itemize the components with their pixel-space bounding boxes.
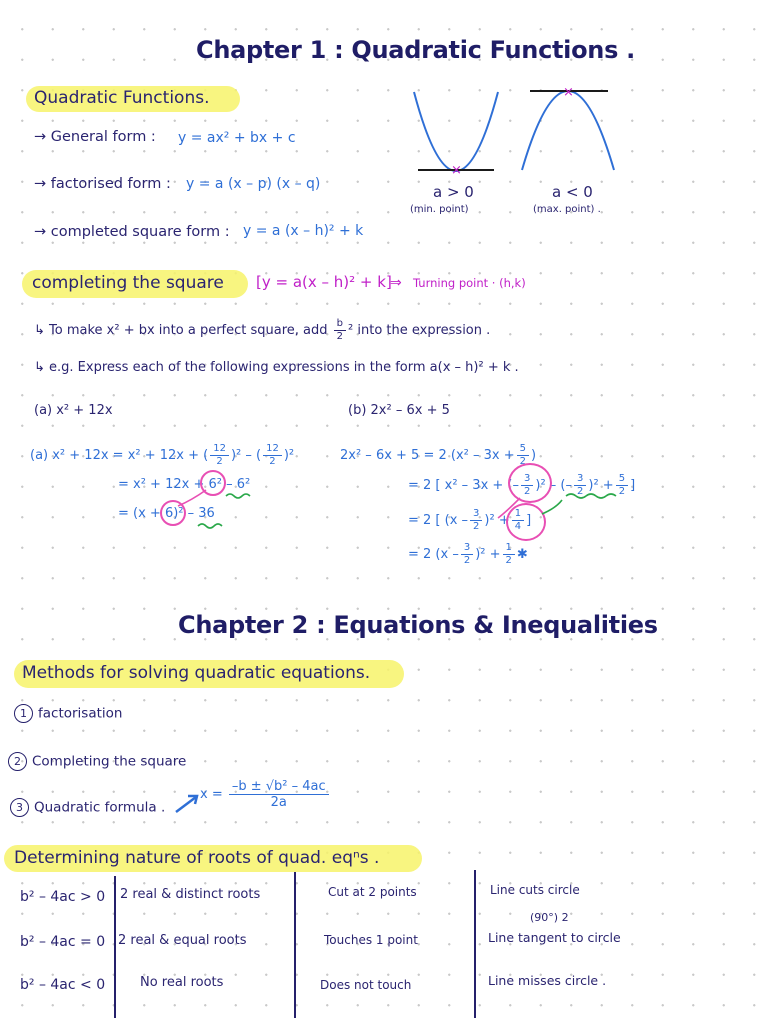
- rule-fraction-top: b: [334, 319, 346, 331]
- ex-b-l3-frac-1-top: 3: [470, 509, 482, 521]
- ex-b-l2-mid: )² – (–: [535, 478, 572, 493]
- ex-b-l2-frac-2-top: 3: [574, 474, 586, 486]
- ex-b-l2-frac-3-top: 5: [616, 474, 628, 486]
- chapter-1-title: Chapter 1 : Quadratic Functions .: [196, 36, 635, 64]
- example-b-label: (b) 2x² – 6x + 5: [348, 403, 450, 418]
- ex-b-l4-end: ✱: [516, 547, 528, 562]
- ex-b-l1-frac-bottom: 2: [519, 456, 526, 467]
- row-3-condition: b² – 4ac < 0: [20, 977, 106, 993]
- row-3-roots: No real roots: [140, 975, 224, 990]
- row-1-extra: (90°) 2: [530, 911, 569, 924]
- table-divider-2: [294, 872, 296, 1018]
- ex-b-l2-prefix: = 2 [ x² – 3x + (–: [408, 478, 519, 493]
- rule-suffix: into the expression .: [357, 323, 491, 338]
- ex-b-l3-mid: )² +: [484, 513, 510, 528]
- turning-point-note: Turning point · (h,k): [413, 276, 526, 290]
- row-3-circle: Line misses circle .: [488, 973, 607, 988]
- ex-a-l1-frac-1-bottom: 2: [216, 456, 223, 467]
- row-2-circle: Line tangent to circle: [488, 930, 621, 945]
- max-graph-sublabel: (max. point) .: [533, 204, 601, 215]
- formula-numerator: –b ± √b² – 4ac: [229, 780, 329, 795]
- ex-b-l2-frac-2-bottom: 2: [577, 486, 584, 497]
- ex-b-l4-prefix: = 2 (x –: [408, 547, 459, 562]
- heading-methods: Methods for solving quadratic equations.: [22, 663, 371, 683]
- ex-b-l4-frac-1-bottom: 2: [463, 555, 471, 566]
- chapter-2-title: Chapter 2 : Equations & Inequalities: [178, 611, 658, 639]
- heading-completing-square: completing the square: [32, 273, 224, 293]
- turning-point-form: [y = a(x – h)² + k]: [256, 273, 392, 291]
- general-form-equation: y = ax² + bx + c: [178, 130, 296, 146]
- ex-b-l1-prefix: 2x² – 6x + 5 = 2 (x² – 3x +: [340, 448, 515, 463]
- rule-square: ²: [348, 323, 354, 338]
- ex-b-l3-prefix: = 2 [ (x –: [408, 513, 469, 528]
- row-3-curve: Does not touch: [320, 978, 412, 992]
- row-2-roots: 2 real & equal roots: [118, 933, 247, 948]
- example-a-label: (a) x² + 12x: [34, 403, 113, 418]
- ex-a-l1-prefix: (a) x² + 12x = x² + 12x + (: [30, 448, 209, 463]
- row-1-roots: 2 real & distinct roots: [120, 887, 261, 902]
- row-1-condition: b² – 4ac > 0: [20, 889, 106, 905]
- formula-fraction: [229, 780, 329, 809]
- ex-a-l1-frac-1-top: 12: [210, 444, 229, 456]
- heading-quadratic-functions: Quadratic Functions.: [34, 88, 210, 108]
- min-graph-sublabel: (min. point): [410, 204, 469, 215]
- rule-prefix: ↳ To make x² + bx into a perfect square, add: [34, 323, 328, 338]
- ex-b-l2-frac-1-top: 3: [521, 474, 533, 486]
- ex-b-l3-frac-2-bottom: 4: [514, 521, 522, 532]
- method-2-text: Completing the square: [32, 753, 187, 770]
- example-a-line-2: = x² + 12x + 6² – 6²: [118, 477, 251, 492]
- svg-text:×: ×: [563, 85, 574, 100]
- ex-a-l1-end: )²: [283, 448, 295, 463]
- ex-b-l2-frac-1-bottom: 2: [524, 486, 531, 497]
- ex-b-l4-frac-2-bottom: 2: [505, 555, 512, 566]
- row-1-curve: Cut at 2 points: [328, 885, 417, 899]
- heading-nature-of-roots: Determining nature of roots of quad. eqⁿs .: [14, 848, 380, 868]
- completed-square-form-equation: y = a (x – h)² + k: [243, 223, 364, 239]
- formula-lhs: x =: [200, 787, 223, 802]
- ex-a-l1-mid: )² – (: [230, 448, 262, 463]
- ex-b-l2-mid-2: )² +: [588, 478, 614, 493]
- max-graph-label: a < 0: [552, 183, 593, 201]
- ex-b-l3-frac-2-top: 1: [512, 509, 524, 521]
- ex-b-l4-mid: )² +: [475, 547, 501, 562]
- implies-arrow: ⇒: [390, 275, 402, 291]
- row-2-condition: b² – 4ac = 0: [20, 934, 106, 950]
- table-divider-3: [474, 870, 476, 1018]
- ex-b-l1-frac-top: 5: [517, 444, 529, 456]
- quadratic-formula: [200, 780, 331, 809]
- ex-b-l1-end: ): [531, 448, 537, 463]
- row-2-curve: Touches 1 point: [324, 933, 418, 947]
- factorised-form-label: → factorised form :: [34, 176, 171, 192]
- formula-denominator: 2a: [270, 795, 287, 810]
- factorised-form-equation: y = a (x – p) (x – q): [186, 176, 321, 192]
- method-1-text: factorisation: [38, 705, 123, 722]
- ex-b-l4-frac-1-top: 3: [461, 543, 473, 555]
- ex-b-l3-end: ]: [526, 513, 532, 528]
- rule-fraction-bottom: 2: [336, 331, 344, 342]
- method-2-number: 2: [8, 752, 27, 771]
- method-3-text: Quadratic formula .: [34, 799, 166, 816]
- method-1-number: 1: [14, 704, 33, 723]
- ex-a-l1-frac-2-bottom: 2: [269, 456, 276, 467]
- example-a-line-3: = (x + 6)² – 36: [118, 506, 215, 521]
- svg-text:×: ×: [451, 163, 462, 178]
- ex-b-l2-frac-3-bottom: 2: [618, 486, 626, 497]
- ex-a-l1-frac-2-top: 12: [263, 444, 282, 456]
- ex-b-l3-frac-1-bottom: 2: [473, 521, 480, 532]
- general-form-label: → General form :: [34, 129, 156, 145]
- row-1-circle: Line cuts circle: [490, 883, 580, 897]
- table-divider-1: [114, 876, 116, 1018]
- ex-b-l2-end: ]: [630, 478, 636, 493]
- completed-square-form-label: → completed square form :: [34, 224, 230, 240]
- example-instruction: ↳ e.g. Express each of the following expressions in the form a(x – h)² + k .: [34, 360, 519, 375]
- method-3-number: 3: [10, 798, 29, 817]
- ex-b-l4-frac-2-top: 1: [503, 543, 515, 555]
- min-graph-label: a > 0: [433, 183, 474, 201]
